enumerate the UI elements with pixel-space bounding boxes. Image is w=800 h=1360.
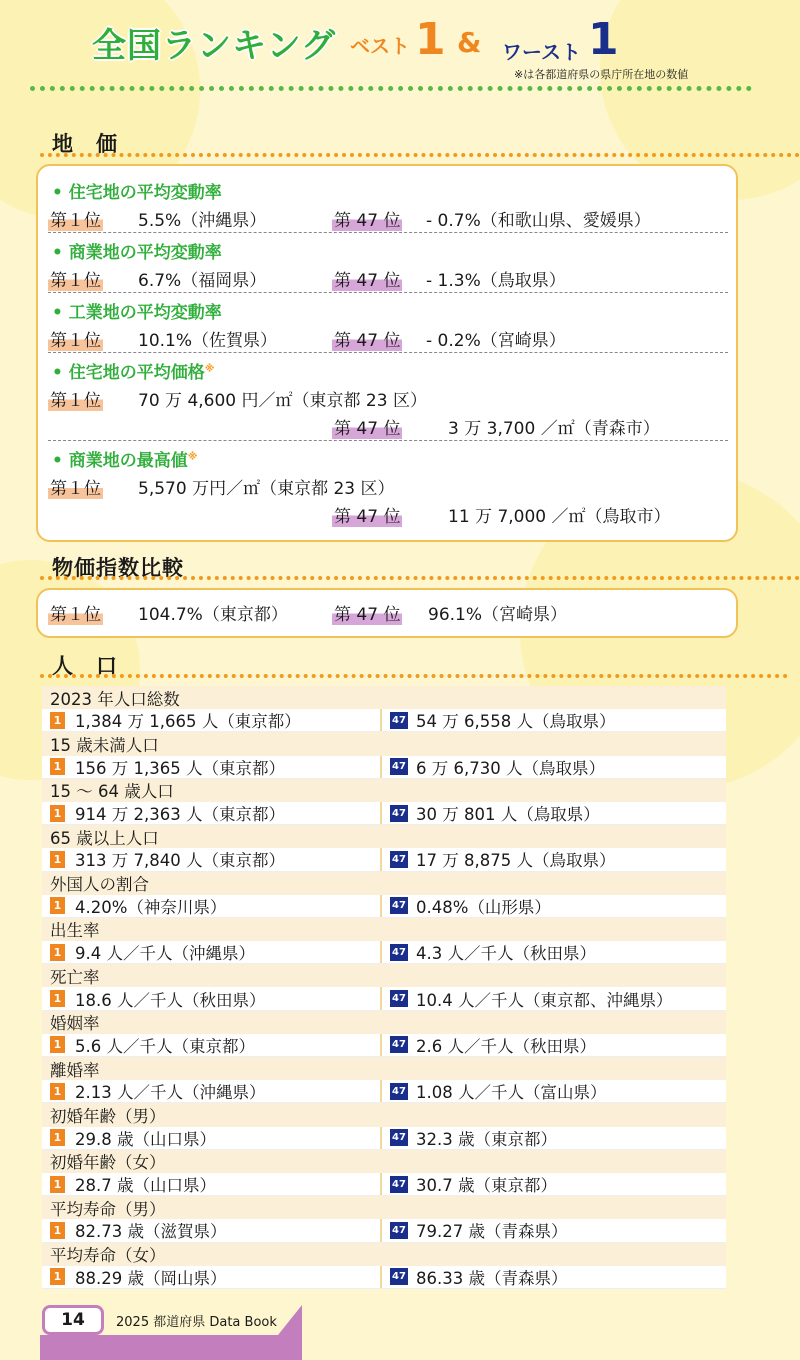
rank-47-badge: 47: [390, 1222, 408, 1239]
rank-47-badge: 47: [390, 1036, 408, 1053]
section-divider: [40, 674, 788, 678]
worst-number: 1: [588, 14, 619, 65]
row-label: 平均寿命（女）: [42, 1243, 726, 1266]
row-label: 65 歳以上人口: [42, 825, 726, 848]
item-label: • 住宅地の平均変動率: [52, 183, 222, 203]
value-last: 11 万 7,000 ／㎡（鳥取市）: [448, 507, 671, 527]
rank-line: [48, 206, 728, 233]
value-last: 86.33 歳（青森県）: [416, 1268, 568, 1288]
rank-line: [48, 266, 728, 293]
item-label: • 商業地の平均変動率: [52, 243, 222, 263]
rank-1-badge: 1: [50, 1083, 65, 1100]
value-first: 313 万 7,840 人（東京都）: [75, 851, 285, 871]
row-label: 平均寿命（男）: [42, 1196, 726, 1219]
value-first: 156 万 1,365 人（東京都）: [75, 758, 285, 778]
rank-1-badge: 1: [50, 1268, 65, 1285]
section-title-land: 地 価: [52, 132, 118, 156]
best-label: ベスト: [350, 34, 410, 58]
table-row: [42, 848, 726, 871]
row-label: 15 ～ 64 歳人口: [42, 779, 726, 802]
value-last: 79.27 歳（青森県）: [416, 1222, 568, 1242]
rank-47-badge: 47: [390, 1176, 408, 1193]
value-first: 914 万 2,363 人（東京都）: [75, 805, 285, 825]
rank-47-badge: 47: [390, 758, 408, 775]
section-divider: [40, 153, 800, 157]
table-row: [42, 1266, 726, 1289]
value-last: 6 万 6,730 人（鳥取県）: [416, 758, 605, 778]
best-number: 1: [415, 14, 446, 65]
rank-last: 第 47 位: [332, 600, 402, 625]
value-last: 1.08 人／千人（富山県）: [416, 1083, 607, 1103]
land-price-box: [36, 164, 738, 542]
rank-47-badge: 47: [390, 944, 408, 961]
rank-first: 第１位: [48, 474, 103, 499]
row-label: 初婚年齢（女）: [42, 1150, 726, 1173]
value-last: 4.3 人／千人（秋田県）: [416, 944, 596, 964]
value-first: 28.7 歳（山口県）: [75, 1176, 216, 1196]
table-row: [42, 987, 726, 1010]
value-first: 104.7%（東京都）: [138, 605, 288, 625]
footer-triangle: [278, 1305, 302, 1335]
rank-last: 第 47 位: [332, 502, 402, 527]
header-divider: [30, 86, 752, 91]
value-first: 1,384 万 1,665 人（東京都）: [75, 712, 301, 732]
rank-last: 第 47 位: [332, 326, 402, 351]
table-row: [42, 941, 726, 964]
rank-line: [48, 386, 728, 412]
value-first: 5.6 人／千人（東京都）: [75, 1036, 255, 1056]
row-label: 出生率: [42, 918, 726, 941]
population-table: [42, 686, 726, 1289]
row-label: 婚姻率: [42, 1011, 726, 1034]
row-label: 15 歳未満人口: [42, 732, 726, 755]
table-row: [42, 895, 726, 918]
value-first: 10.1%（佐賀県）: [138, 331, 278, 351]
value-last: 30 万 801 人（鳥取県）: [416, 805, 600, 825]
rank-1-badge: 1: [50, 1222, 65, 1239]
value-first: 18.6 人／千人（秋田県）: [75, 990, 266, 1010]
value-last: 17 万 8,875 人（鳥取県）: [416, 851, 616, 871]
table-row: [42, 1173, 726, 1196]
value-last: 2.6 人／千人（秋田県）: [416, 1036, 596, 1056]
row-label: 離婚率: [42, 1057, 726, 1080]
page-header: [0, 0, 800, 96]
price-index-box: [36, 588, 738, 638]
table-row: [42, 756, 726, 779]
rank-1-badge: 1: [50, 712, 65, 729]
book-title: 2025 都道府県 Data Book: [116, 1315, 277, 1330]
section-divider: [40, 576, 800, 580]
rank-1-badge: 1: [50, 1129, 65, 1146]
table-row: [42, 1034, 726, 1057]
rank-47-badge: 47: [390, 897, 408, 914]
worst-label: ワースト: [502, 40, 581, 64]
row-label: 初婚年齢（男）: [42, 1103, 726, 1126]
rank-47-badge: 47: [390, 1129, 408, 1146]
table-row: [42, 1127, 726, 1150]
page-title: 全国ランキング: [92, 26, 336, 66]
value-first: 88.29 歳（岡山県）: [75, 1268, 227, 1288]
value-first: 2.13 人／千人（沖縄県）: [75, 1083, 266, 1103]
rank-1-badge: 1: [50, 851, 65, 868]
rank-first: 第１位: [48, 600, 103, 625]
rank-first: 第１位: [48, 266, 103, 291]
header-note: ※は各都道府県の県庁所在地の数値: [514, 68, 689, 81]
value-first: 6.7%（福岡県）: [138, 271, 267, 291]
rank-line: [48, 326, 728, 353]
value-last: - 0.7%（和歌山県、愛媛県）: [426, 211, 651, 231]
rank-47-badge: 47: [390, 1268, 408, 1285]
rank-first: 第１位: [48, 386, 103, 411]
rank-last: 第 47 位: [332, 266, 402, 291]
section-title-population: 人 口: [52, 654, 118, 678]
row-label: 外国人の割合: [42, 872, 726, 895]
value-first: 70 万 4,600 円／㎡（東京都 23 区）: [138, 391, 427, 411]
rank-47-badge: 47: [390, 805, 408, 822]
rank-1-badge: 1: [50, 805, 65, 822]
item-label: • 工業地の平均変動率: [52, 303, 222, 323]
rank-1-badge: 1: [50, 990, 65, 1007]
rank-last: 第 47 位: [332, 414, 402, 439]
rank-first: 第１位: [48, 206, 103, 231]
rank-line: [48, 414, 728, 441]
value-first: 5,570 万円／㎡（東京都 23 区）: [138, 479, 395, 499]
value-last: 54 万 6,558 人（鳥取県）: [416, 712, 616, 732]
page-footer: [40, 1305, 300, 1335]
value-last: 0.48%（山形県）: [416, 897, 551, 917]
value-last: 3 万 3,700 ／㎡（青森市）: [448, 419, 660, 439]
table-row: [42, 1219, 726, 1242]
rank-1-badge: 1: [50, 944, 65, 961]
value-first: 5.5%（沖縄県）: [138, 211, 267, 231]
value-first: 82.73 歳（滋賀県）: [75, 1222, 227, 1242]
rank-line: [48, 600, 728, 626]
value-last: - 0.2%（宮崎県）: [426, 331, 566, 351]
rank-47-badge: 47: [390, 990, 408, 1007]
value-last: 10.4 人／千人（東京都、沖縄県）: [416, 990, 673, 1010]
value-last: - 1.3%（鳥取県）: [426, 271, 566, 291]
table-row: [42, 709, 726, 732]
rank-1-badge: 1: [50, 1036, 65, 1053]
section-title-price-index: 物価指数比較: [52, 556, 184, 580]
table-row: [42, 1080, 726, 1103]
item-label: • 商業地の最高値※: [52, 451, 198, 471]
ampersand: &: [457, 26, 482, 59]
rank-47-badge: 47: [390, 712, 408, 729]
rank-1-badge: 1: [50, 1176, 65, 1193]
footer-bar: [40, 1335, 302, 1360]
item-label: • 住宅地の平均価格※: [52, 363, 215, 383]
value-first: 4.20%（神奈川県）: [75, 897, 227, 917]
value-last: 32.3 歳（東京都）: [416, 1129, 557, 1149]
value-first: 9.4 人／千人（沖縄県）: [75, 944, 255, 964]
rank-47-badge: 47: [390, 1083, 408, 1100]
value-first: 29.8 歳（山口県）: [75, 1129, 216, 1149]
value-last: 30.7 歳（東京都）: [416, 1176, 557, 1196]
rank-line: [48, 502, 728, 528]
rank-first: 第１位: [48, 326, 103, 351]
rank-last: 第 47 位: [332, 206, 402, 231]
table-row: [42, 802, 726, 825]
value-last: 96.1%（宮崎県）: [428, 605, 568, 625]
row-label: 死亡率: [42, 964, 726, 987]
rank-1-badge: 1: [50, 758, 65, 775]
rank-line: [48, 474, 728, 500]
rank-1-badge: 1: [50, 897, 65, 914]
rank-47-badge: 47: [390, 851, 408, 868]
row-label: 2023 年人口総数: [42, 686, 726, 709]
page-number: 14: [42, 1305, 104, 1335]
